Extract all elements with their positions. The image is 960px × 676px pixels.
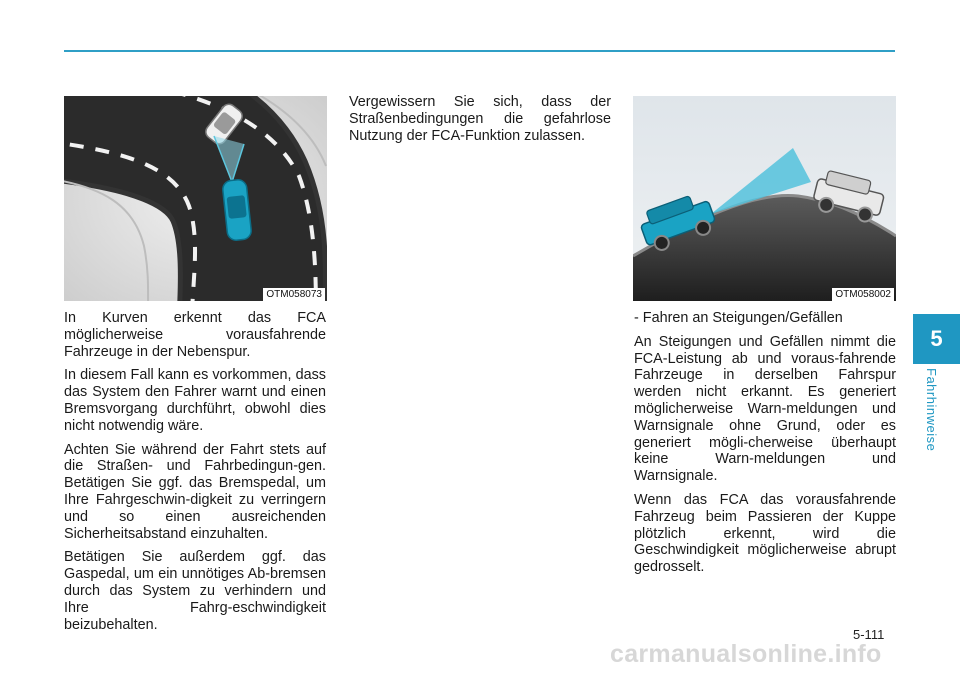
header-rule	[64, 50, 895, 52]
chapter-number-tab: 5	[913, 314, 960, 364]
section-heading: - Fahren an Steigungen/Gefällen	[634, 310, 843, 326]
hill-figure	[633, 96, 896, 301]
paragraph: Vergewissern Sie sich, dass der Straßenbedingungen die gefahrlose Nutzung der FCA-Funktion zulassen.	[349, 94, 611, 144]
paragraph: An Steigungen und Gefällen nimmt die FCA-Leistung ab und voraus-fahrende Fahrzeuge in derselben Fahrspur werden nicht erkannt. Es generiert möglicherweise Warn-meldungen und Warnsignale ohne Grund, oder es generiert mögli-cherweise überhaupt keine Warn-meldungen und Warnsignale.	[634, 333, 896, 485]
middle-text-column	[349, 94, 611, 151]
curve-road-illustration	[64, 96, 327, 301]
chapter-label: Fahrhinweise	[924, 368, 939, 452]
curve-road-figure	[64, 96, 327, 301]
paragraph: In Kurven erkennt das FCA möglicherweise vorausfahrende Fahrzeuge in der Nebenspur.	[64, 310, 326, 360]
watermark: carmanualsonline.info	[610, 640, 882, 668]
figure-code: OTM058073	[263, 288, 325, 301]
hill-illustration	[633, 96, 896, 301]
figure-code: OTM058002	[832, 288, 894, 301]
paragraph: Achten Sie während der Fahrt stets auf die Straßen- und Fahrbedingun-gen. Betätigen Sie ggf. das Bremspedal, um Ihre Fahrgeschwin-digkeit zu verringern und so einen ausreichenden Sicherheitsabstand einzuhalten.	[64, 441, 326, 542]
paragraph: Wenn das FCA das vorausfahrende Fahrzeug beim Passieren der Kuppe plötzlich erkennt, wird die Geschwindigkeit möglicherweise abrupt gedrosselt.	[634, 491, 896, 576]
right-text-column	[634, 310, 896, 583]
paragraph: Betätigen Sie außerdem ggf. das Gaspedal, um ein unnötiges Ab-bremsen durch das System zu verhindern und Ihre Fahrg-eschwindigkeit beizubehalten.	[64, 549, 326, 633]
page-number: 5-111	[853, 627, 885, 642]
left-text-column	[64, 310, 326, 640]
paragraph: In diesem Fall kann es vorkommen, dass das System den Fahrer warnt und einen Bremsvorgang durchführt, obwohl dies nicht notwendig wäre.	[64, 367, 326, 434]
